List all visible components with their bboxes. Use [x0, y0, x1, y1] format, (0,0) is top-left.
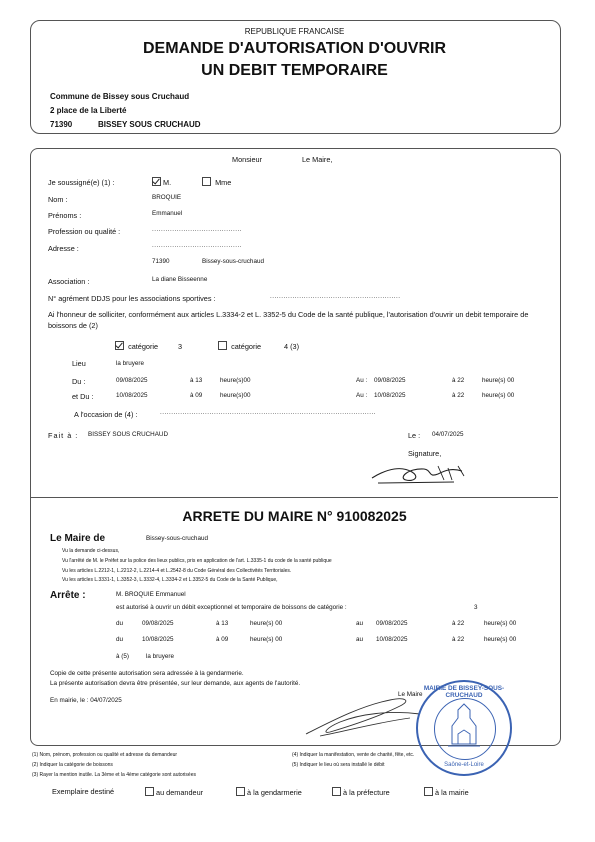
vu-1: Vu la demande ci-dessus,	[62, 548, 120, 554]
footnote-5: (5) Indiquer le lieu où sera installé le débit	[292, 762, 385, 768]
cat-a	[115, 341, 158, 351]
title-line1: DEMANDE D'AUTORISATION D'OUVRIR	[142, 40, 447, 57]
title-line2: UN DEBIT TEMPORAIRE	[201, 62, 388, 79]
cat-b-label: catégorie	[231, 342, 262, 351]
option-mme-label: Mme	[215, 178, 232, 187]
exemplaire-opt4-label: à la mairie	[435, 788, 469, 797]
footnote-3: (3) Rayer la mention inutile. La 3ème et la 4ème catégorie sont autorisées	[32, 772, 196, 778]
arrete-au-label-1: au	[356, 620, 364, 627]
arrete-au-hour-2: à 22	[452, 636, 465, 643]
exemplaire-opt3	[332, 787, 390, 797]
exemplaire-opt1-label: au demandeur	[156, 788, 204, 797]
profession-label: Profession ou qualité :	[48, 227, 121, 236]
adresse-label: Adresse :	[48, 244, 79, 253]
arrete-au-unit-1: heure(s) 00	[484, 620, 517, 627]
arrete-du-unit-2: heure(s) 00	[250, 636, 283, 643]
checkbox-gendarmerie[interactable]	[236, 787, 245, 796]
exemplaire-label: Exemplaire destiné	[52, 787, 115, 796]
checkbox-prefecture[interactable]	[332, 787, 341, 796]
ddjs-label: N° agrément DDJS pour les associations sportives :	[48, 294, 216, 303]
prenoms-label: Prénoms :	[48, 211, 82, 220]
au-label-2: Au :	[356, 392, 368, 399]
arrete-label: Arrête :	[50, 590, 86, 601]
exemplaire-opt3-label: à la préfecture	[343, 788, 390, 797]
en-mairie: En mairie, le : 04/07/2025	[50, 697, 122, 704]
du-hour: à 13	[190, 377, 203, 384]
checkbox-cat3[interactable]	[115, 341, 124, 350]
commune-name: Commune de Bissey sous Cruchaud	[50, 92, 190, 101]
etdu-label: et Du :	[72, 392, 94, 401]
arrete-categorie: 3	[474, 604, 478, 611]
stamp-bottom-text: Saône-et-Loire	[444, 762, 484, 768]
association-value: La diane Bisseenne	[152, 276, 208, 283]
presentee-text: La présente autorisation devra être présentée, sur leur demande, aux agents de l'autorité.	[50, 680, 301, 687]
arrete-lieu-label: à (5)	[116, 653, 129, 660]
footnote-2: (2) Indiquer la catégorie de boissons	[32, 762, 113, 768]
option-m	[152, 177, 171, 187]
etdu-hour: à 09	[190, 392, 203, 399]
cat-a-label: catégorie	[128, 342, 159, 351]
applicant-signature	[368, 456, 478, 488]
arrete-au-unit-2: heure(s) 00	[484, 636, 517, 643]
undersigned-label: Je soussigné(e) (1) :	[48, 178, 115, 187]
arrete-du-date-2: 10/08/2025	[142, 636, 174, 643]
vu-3: Vu les articles L.2212-1, L.2212-2, L.2214-4 et L.2542-8 du Code Général des Collectivités Territoriales.	[62, 568, 292, 574]
copie-text: Copie de cette présente autorisation sera adressée à la gendarmerie.	[50, 670, 244, 677]
salutation-left: Monsieur	[232, 155, 263, 164]
profession-dots: ........................................	[152, 226, 242, 233]
prenoms-value: Emmanuel	[152, 210, 183, 217]
association-label: Association :	[48, 277, 90, 286]
commune-postcode: 71390	[50, 120, 73, 129]
du-unit: heure(s)00	[220, 377, 251, 384]
cat-a-value: 3	[178, 342, 183, 351]
du-date: 09/08/2025	[116, 377, 148, 384]
le-value: 04/07/2025	[432, 431, 464, 438]
arrete-au-date-1: 09/08/2025	[376, 620, 408, 627]
footnote-1: (1) Nom, prénom, profession ou qualité et adresse du demandeur	[32, 752, 178, 758]
republic-label: REPUBLIQUE FRANCAISE	[244, 27, 345, 36]
vu-2: Vu l'arrêté de M. le Préfet sur la police des lieux publics, pris en application de l'art. L.3335-1 du code de la santé publique	[62, 558, 332, 564]
arrete-du-label-1: du	[116, 620, 124, 627]
nom-label: Nom :	[48, 195, 68, 204]
lieu-value: la bruyere	[116, 360, 145, 367]
mairie-stamp	[416, 680, 512, 776]
fait-label: Fait à :	[48, 431, 79, 440]
le-label: Le :	[408, 431, 421, 440]
cat-b-value: 4 (3)	[284, 342, 300, 351]
vu-4: Vu les articles L.3331-1, L.3352-3, L.3332-4, L.3334-2 et L.3352-5 du Code de la Santé Publique,	[62, 577, 278, 583]
option-mme	[202, 177, 231, 187]
maire-label: Le Maire de	[50, 533, 106, 544]
commune-city: BISSEY SOUS CRUCHAUD	[98, 120, 201, 129]
form-box	[30, 148, 561, 746]
au-label-1: Au :	[356, 377, 368, 384]
le-maire-label: Le Maire	[398, 691, 423, 698]
adresse-dots: ........................................	[152, 242, 242, 249]
checkbox-mairie[interactable]	[424, 787, 433, 796]
arrete-du-hour-1: à 13	[216, 620, 229, 627]
au-date-2: 10/08/2025	[374, 392, 406, 399]
arrete-du-label-2: du	[116, 636, 124, 643]
exemplaire-opt2-label: à la gendarmerie	[247, 788, 302, 797]
maire-value: Bissey-sous-cruchaud	[146, 535, 208, 542]
cat-b	[218, 341, 261, 351]
salutation-right: Le Maire,	[302, 155, 333, 164]
checkbox-m[interactable]	[152, 177, 161, 186]
checkbox-cat4[interactable]	[218, 341, 227, 350]
occasion-dots: ................................................................................................	[160, 409, 376, 416]
arrete-du-hour-2: à 09	[216, 636, 229, 643]
arrete-title: ARRETE DU MAIRE N° 910082025	[182, 508, 407, 524]
fait-value: BISSEY SOUS CRUCHAUD	[88, 431, 169, 438]
commune-address: 2 place de la Liberté	[50, 106, 127, 115]
option-m-label: M.	[163, 178, 172, 187]
section-divider	[31, 497, 558, 498]
lieu-label: Lieu	[72, 359, 86, 368]
arrete-authorized: est autorisé à ouvrir un débit exceptionnel et temporaire de boissons de catégorie :	[116, 604, 347, 611]
etdu-unit: heure(s)00	[220, 392, 251, 399]
etdu-date: 10/08/2025	[116, 392, 148, 399]
arrete-du-date-1: 09/08/2025	[142, 620, 174, 627]
exemplaire-opt2	[236, 787, 302, 797]
exemplaire-opt4	[424, 787, 469, 797]
occasion-label: A l'occasion de (4) :	[74, 410, 138, 419]
adresse-cp: 71390	[152, 258, 170, 265]
footnote-4: (4) Indiquer la manifestation, vente de charité, fête, etc.	[292, 752, 415, 758]
exemplaire-opt1	[145, 787, 203, 797]
nom-value: BROQUIE	[152, 194, 182, 201]
stamp-top-text: MAIRIE DE BISSEY-SOUS-CRUCHAUD	[423, 685, 505, 699]
ddjs-dots: ..........................................................	[270, 293, 401, 300]
arrete-lieu-value: la bruyere	[146, 653, 175, 660]
au-unit-1: heure(s) 00	[482, 377, 515, 384]
adresse-ville: Bissey-sous-cruchaud	[202, 258, 264, 265]
au-hour-2: à 22	[452, 392, 465, 399]
au-unit-2: heure(s) 00	[482, 392, 515, 399]
du-label: Du :	[72, 377, 86, 386]
mayor-signature	[300, 692, 430, 742]
au-hour-1: à 22	[452, 377, 465, 384]
arrete-au-label-2: au	[356, 636, 364, 643]
signature-label: Signature,	[408, 449, 442, 458]
arrete-au-hour-1: à 22	[452, 620, 465, 627]
honour-text: Ai l'honneur de solliciter, conformément aux articles L.3334-2 et L. 3352-5 du Code de la santé publique, l'autorisation d'ouvrir un debit temporaire de boissons de (2)	[48, 310, 529, 330]
checkbox-mme[interactable]	[202, 177, 211, 186]
arrete-du-unit-1: heure(s) 00	[250, 620, 283, 627]
au-date-1: 09/08/2025	[374, 377, 406, 384]
checkbox-demandeur[interactable]	[145, 787, 154, 796]
arrete-au-date-2: 10/08/2025	[376, 636, 408, 643]
arrete-person: M. BROQUIE Emmanuel	[116, 591, 186, 598]
